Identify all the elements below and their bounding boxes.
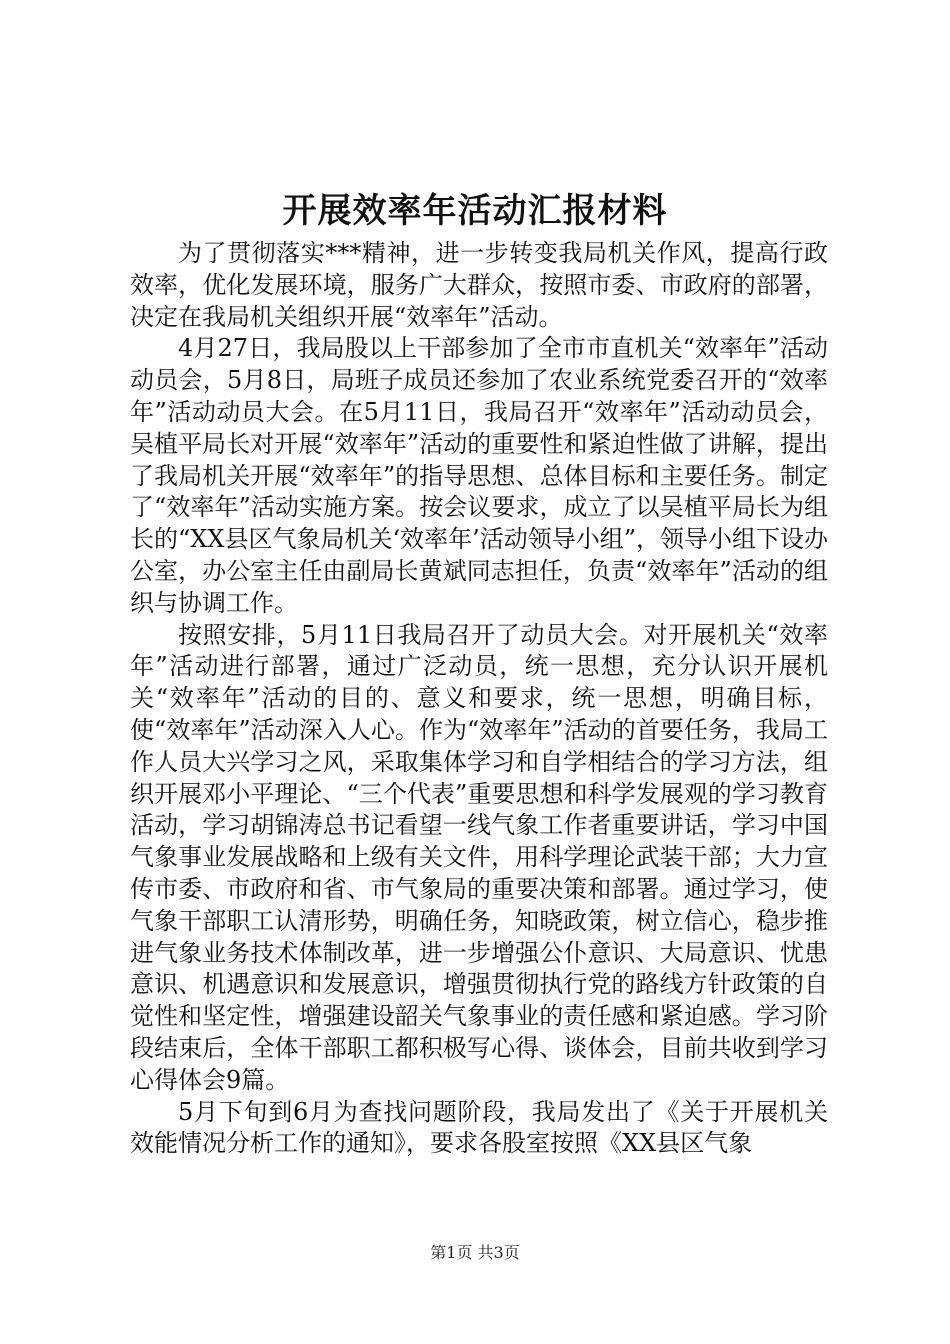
paragraph-3: 按照安排，5月11日我局召开了动员大会。对开展机关“效率年”活动进行部署，通过广泛动员，统一思想，充分认识开展机关“效率年”活动的目的、意义和要求，统一思想，明确目标，使“效率年”活动深入人心。作为“效率年”活动的首要任务，我局工作人员大兴学习之风，采取集体学习和自学相结合的学习方法，组织开展邓小平理论、“三个代表”重要思想和科学发展观的学习教育活动，学习胡锦涛总书记看望一线气象工作者重要讲话，学习中国气象事业发展战略和上级有关文件，用科学理论武装干部；大力宣传市委、市政府和省、市气象局的重要决策和部署。通过学习，使气象干部职工认清形势，明确任务，知晓政策，树立信心，稳步推进气象业务技术体制改革，进一步增强公仆意识、大局意识、忧患意识、机遇意识和发展意识，增强贯彻执行党的路线方针政策的自觉性和坚定性，增强建设韶关气象事业的责任感和紧迫感。学习阶段结束后，全体干部职工都积极写心得、谈体会，目前共收到学习心得体会9篇。: [130, 620, 828, 1094]
document-body: [130, 238, 828, 1160]
document-title: 开展效率年活动汇报材料: [282, 191, 668, 231]
paragraph-4: 5月下旬到6月为查找问题阶段，我局发出了《关于开展机关效能情况分析工作的通知》，要求各股室按照《XX县区气象: [130, 1097, 828, 1158]
paragraph-1: 为了贯彻落实***精神，进一步转变我局机关作风，提高行政效率，优化发展环境，服务广大群众，按照市委、市政府的部署，决定在我局机关组织开展“效率年”活动。: [130, 239, 828, 331]
page-number-footer: 第1页 共3页: [430, 1243, 520, 1262]
paragraph-2: 4月27日，我局股以上干部参加了全市市直机关“效率年”活动动员会，5月8日，局班子成员还参加了农业系统党委召开的“效率年”活动动员大会。在5月11日，我局召开“效率年”活动动员会，吴植平局长对开展“效率年”活动的重要性和紧迫性做了讲解，提出了我局机关开展“效率年”的指导思想、总体目标和主要任务。制定了“效率年”活动实施方案。按会议要求，成立了以吴植平局长为组长的“XX县区气象局机关‘效率年’活动领导小组”，领导小组下设办公室，办公室主任由副局长黄斌同志担任，负责“效率年”活动的组织与协调工作。: [130, 334, 828, 617]
